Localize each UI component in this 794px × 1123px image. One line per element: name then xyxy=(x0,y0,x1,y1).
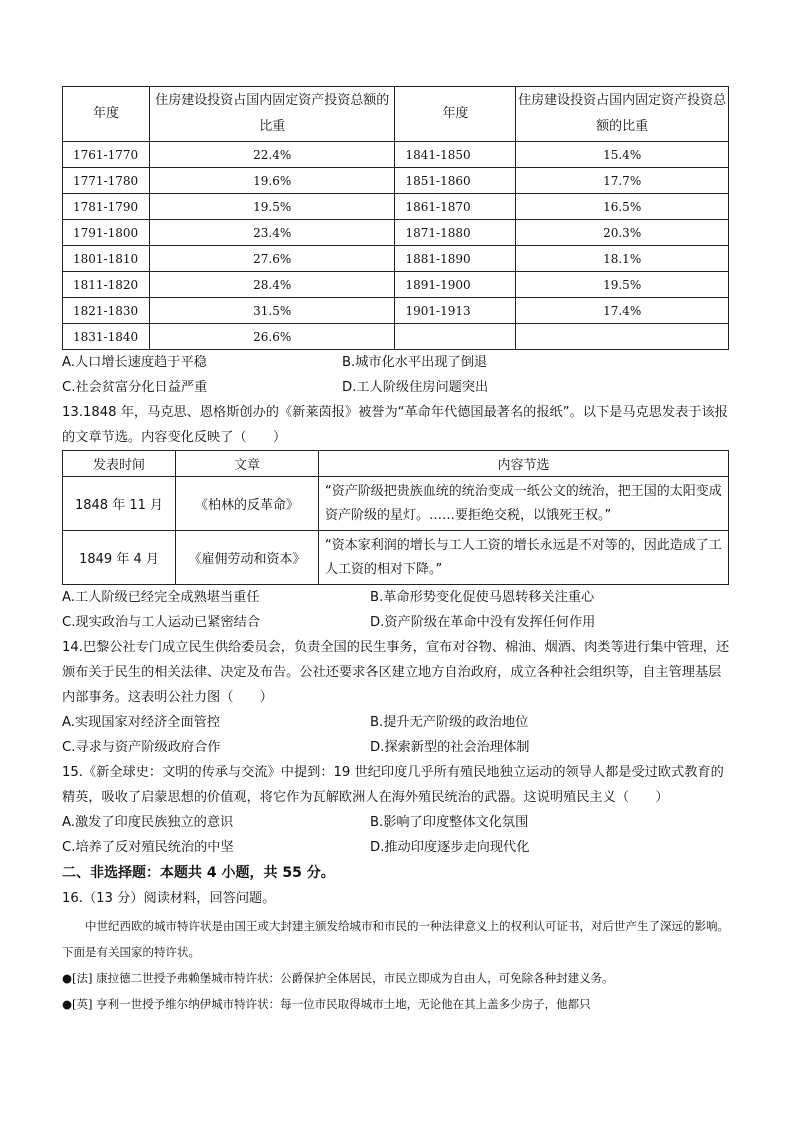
q13-stem: 13.1848 年，马克思、恩格斯创办的《新莱茵报》被誉为“革命年代德国最著名的报纸”。以下是马克思发表于该报的文章节选。内容变化反映了（ ） xyxy=(62,405,728,445)
q13-options-row-2 xyxy=(62,610,734,635)
q14-option-c[interactable]: C.寻求与资产阶级政府合作 xyxy=(62,740,221,755)
q15-option-b[interactable]: B.影响了印度整体文化氛围 xyxy=(370,815,529,830)
header-year-1: 年度 xyxy=(63,87,150,142)
marx-articles-table xyxy=(62,450,729,585)
q14-option-d[interactable]: D.探索新型的社会治理体制 xyxy=(370,740,530,755)
table-row: 1781-1790 19.5% 1861-1870 16.5% xyxy=(63,194,729,220)
q14-option-b[interactable]: B.提升无产阶级的政治地位 xyxy=(370,715,529,730)
table-row: 1761-1770 22.4% 1841-1850 15.4% xyxy=(63,142,729,168)
housing-investment-table xyxy=(62,86,729,350)
header-date: 发表时间 xyxy=(63,451,176,477)
q12-option-c[interactable]: C.社会贫富分化日益严重 xyxy=(62,380,208,395)
q12-option-b[interactable]: B.城市化水平出现了倒退 xyxy=(342,355,488,370)
header-excerpt: 内容节选 xyxy=(319,451,729,477)
header-ratio-1: 住房建设投资占国内固定资产投资总额的比重 xyxy=(149,87,395,142)
table-row: 1848 年 11 月 《柏林的反革命》 “资产阶级把贵族血统的统治变成一纸公文的统治，把王国的太阳变成资产阶级的星灯。……要拒绝交税，以饿死王权。” xyxy=(63,477,729,531)
exam-page xyxy=(62,86,734,1017)
table-row: 1831-1840 26.6% xyxy=(63,324,729,350)
q13-option-c[interactable]: C.现实政治与工人运动已紧密结合 xyxy=(62,615,261,630)
q15-options-row-2 xyxy=(62,835,734,860)
header-ratio-2: 住房建设投资占国内固定资产投资总额的比重 xyxy=(516,87,729,142)
table-row: 1811-1820 28.4% 1891-1900 19.5% xyxy=(63,272,729,298)
q13-option-a[interactable]: A.工人阶级已经完全成熟堪当重任 xyxy=(62,590,260,605)
q15-stem: 15.《新全球史：文明的传承与交流》中提到：19 世纪印度几乎所有殖民地独立运动的领导人都是受过欧式教育的精英，吸收了启蒙思想的价值观，将它作为瓦解欧洲人在海外殖民统治的武器。这说明殖民主义（ ） xyxy=(62,765,724,805)
q14-option-a[interactable]: A.实现国家对经济全面管控 xyxy=(62,715,221,730)
q13-options-row-1 xyxy=(62,585,734,610)
q12-option-a[interactable]: A.人口增长速度趋于平稳 xyxy=(62,355,207,370)
q14-stem: 14.巴黎公社专门成立民生供给委员会，负责全国的民生事务，宣布对谷物、棉油、烟酒、肉类等进行集中管理，还颁布关于民生的相关法律、决定及布告。公社还要求各区建立地方自治政府，成立各种社会组织等，自主管理基层内部事务。这表明公社力图（ ） xyxy=(62,640,730,705)
header-article: 文章 xyxy=(176,451,319,477)
table-row: 1801-1810 27.6% 1881-1890 18.1% xyxy=(63,246,729,272)
q14-options-row-2 xyxy=(62,735,734,760)
q16-stem: 16.（13 分）阅读材料，回答问题。 xyxy=(62,891,276,906)
q15-option-c[interactable]: C.培养了反对殖民统治的中坚 xyxy=(62,840,234,855)
table-row: 1791-1800 23.4% 1871-1880 20.3% xyxy=(63,220,729,246)
q12-option-d[interactable]: D.工人阶级住房问题突出 xyxy=(342,380,489,395)
q12-options-row-1 xyxy=(62,350,734,375)
table-row: 1771-1780 19.6% 1851-1860 17.7% xyxy=(63,168,729,194)
q14-options-row-1 xyxy=(62,710,734,735)
q12-options-row-2 xyxy=(62,375,734,400)
q16-item-england: ●[英] 亨利一世授予维尔纳伊城市特许状：每一位市民取得城市土地，无论他在其上盖多少房子，他都只 xyxy=(62,997,591,1011)
q16-item-france: ●[法] 康拉德二世授予弗赖堡城市特许状：公爵保护全体居民，市民立即成为自由人，可免除各种封建义务。 xyxy=(62,971,614,985)
q13-option-d[interactable]: D.资产阶级在革命中没有发挥任何作用 xyxy=(370,615,596,630)
header-year-2: 年度 xyxy=(395,87,516,142)
q15-option-a[interactable]: A.激发了印度民族独立的意识 xyxy=(62,815,234,830)
q15-option-d[interactable]: D.推动印度逐步走向现代化 xyxy=(370,840,530,855)
table-row: 1821-1830 31.5% 1901-1913 17.4% xyxy=(63,298,729,324)
q15-options-row-1 xyxy=(62,810,734,835)
q16-material: 中世纪西欧的城市特许状是由国王或大封建主颁发给城市和市民的一种法律意义上的权利认可证书，对后世产生了深远的影响。下面是有关国家的特许状。 xyxy=(62,919,729,959)
table-row: 1849 年 4 月 《雇佣劳动和资本》 “资本家利润的增长与工人工资的增长永远是不对等的，因此造成了工人工资的相对下降。” xyxy=(63,531,729,585)
q13-option-b[interactable]: B.革命形势变化促使马恩转移关注重心 xyxy=(370,590,595,605)
section-title: 二、非选择题：本题共 4 小题，共 55 分。 xyxy=(62,865,335,881)
